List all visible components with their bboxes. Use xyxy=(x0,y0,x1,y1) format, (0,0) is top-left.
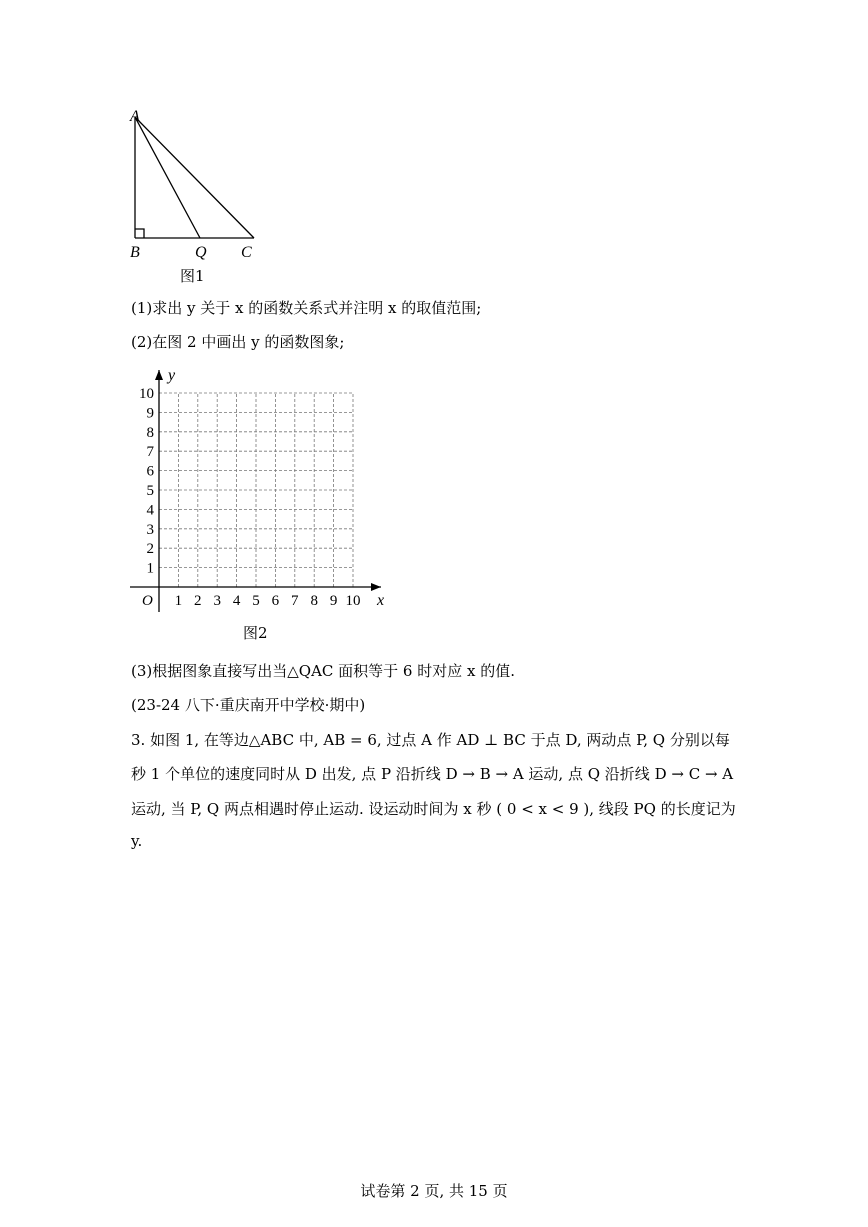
y-axis-arrow xyxy=(155,370,163,380)
source-tag: (23-24 八下·重庆南开中学校·期中) xyxy=(131,696,366,714)
vertex-a-label: A xyxy=(130,108,140,125)
x-tick-label: 9 xyxy=(329,593,338,609)
y-tick-label: 1 xyxy=(146,560,154,577)
y-tick-label: 2 xyxy=(146,541,154,558)
vertex-c-label: C xyxy=(241,244,252,261)
figure1-caption: 图1 xyxy=(180,267,205,285)
figure2-grid xyxy=(120,360,390,620)
y-tick-label: 10 xyxy=(139,386,154,402)
problem3-line3: 运动, 当 P, Q 两点相遇时停止运动. 设运动时间为 x 秒 ( 0 < x < 9 ), 线段 PQ 的长度记为 xyxy=(131,800,736,818)
x-tick-label: 4 xyxy=(232,593,241,609)
x-tick-label: 8 xyxy=(310,593,318,609)
question-3: (3)根据图象直接写出当△QAC 面积等于 6 时对应 x 的值. xyxy=(131,662,516,680)
y-tick-label: 5 xyxy=(146,483,154,499)
y-tick-label: 4 xyxy=(146,502,154,519)
x-tick-label: 2 xyxy=(194,593,202,609)
figure1-triangle xyxy=(120,105,280,265)
x-tick-label: 3 xyxy=(213,593,221,609)
segment-aq xyxy=(135,117,200,238)
x-tick-label: 7 xyxy=(291,593,299,609)
problem3-line2: 秒 1 个单位的速度同时从 D 出发, 点 P 沿折线 D → B → A 运动, 点 Q 沿折线 D → C → A xyxy=(131,765,734,783)
question-2: (2)在图 2 中画出 y 的函数图象; xyxy=(131,333,345,351)
problem3-line4: y. xyxy=(131,832,143,850)
problem3-line1: 3. 如图 1, 在等边△ABC 中, AB = 6, 过点 A 作 AD ⊥ BC 于点 D, 两动点 P, Q 分别以每 xyxy=(131,731,730,749)
right-angle-mark xyxy=(135,229,144,238)
x-tick-label: 1 xyxy=(174,593,183,609)
x-tick-label: 5 xyxy=(252,593,260,609)
x-tick-label: 6 xyxy=(271,593,280,609)
vertex-b-label: B xyxy=(130,244,140,261)
y-tick-label: 8 xyxy=(146,424,154,441)
y-tick-label: 6 xyxy=(146,463,154,480)
page-footer: 试卷第 2 页, 共 15 页 xyxy=(360,1182,508,1200)
x-axis-arrow xyxy=(371,583,381,591)
figure2-caption: 图2 xyxy=(243,624,268,642)
y-axis-label: y xyxy=(168,367,176,384)
x-axis-label: x xyxy=(377,592,385,609)
question-1: (1)求出 y 关于 x 的函数关系式并注明 x 的取值范围; xyxy=(131,299,482,317)
vertex-q-label: Q xyxy=(195,244,207,261)
origin-label: O xyxy=(142,593,153,609)
y-tick-label: 9 xyxy=(146,405,154,422)
y-tick-label: 3 xyxy=(146,521,154,538)
segment-ac xyxy=(135,117,254,238)
y-tick-label: 7 xyxy=(146,444,154,461)
x-tick-label: 10 xyxy=(345,593,361,609)
